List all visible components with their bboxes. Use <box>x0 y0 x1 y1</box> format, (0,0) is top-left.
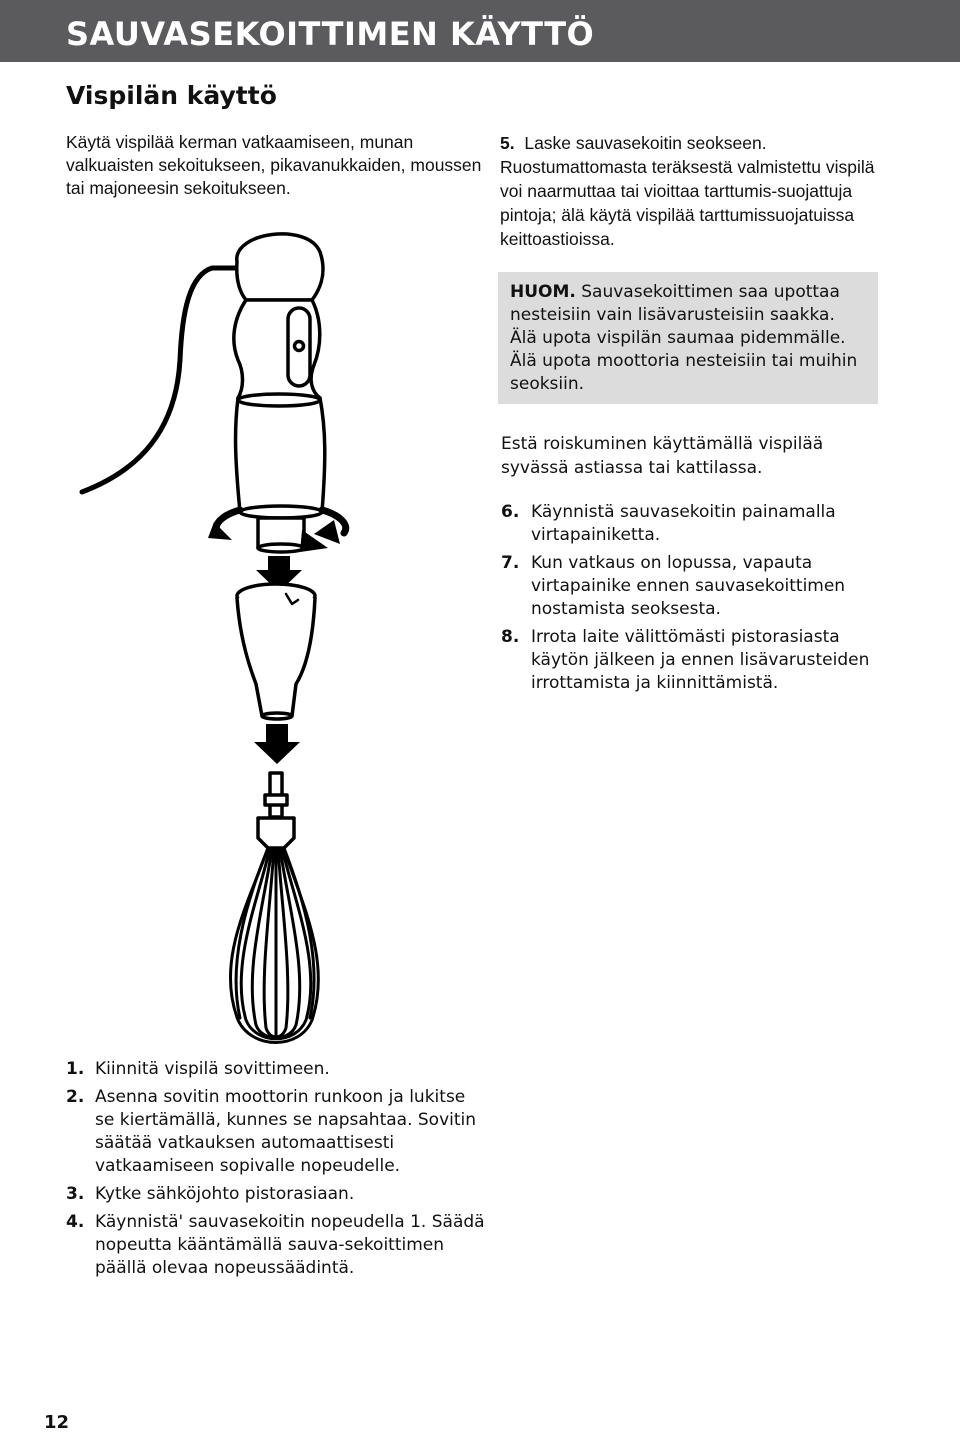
step-text: Kiinnitä vispilä sovittimeen. <box>95 1059 330 1079</box>
step-5-title: Laske sauvasekoitin seokseen. <box>524 133 767 153</box>
hand-blender-whisk-illustration <box>70 225 370 1085</box>
steps-list-right <box>501 501 901 700</box>
step-number: 4. <box>66 1212 85 1232</box>
list-item <box>66 1086 486 1178</box>
page-title: SAUVASEKOITTIMEN KÄYTTÖ <box>66 15 595 53</box>
motor-body <box>236 398 325 512</box>
step-5-body: Ruostumattomasta teräksestä valmistettu vispilä voi naarmuttaa tai vioittaa tarttumis-suojattuja pintoja; älä käytä vispilää tarttumissuojatuissa keittoastioissa. <box>500 157 875 249</box>
list-item <box>66 1211 486 1280</box>
section-title: Vispilän käyttö <box>66 81 277 110</box>
power-cord <box>82 268 237 492</box>
whisk-wires <box>230 848 318 1043</box>
step-number: 8. <box>501 627 520 647</box>
motor-head <box>237 234 323 300</box>
step-number: 3. <box>66 1184 85 1204</box>
tip-paragraph: Estä roiskuminen käyttämällä vispilää syvässä astiassa tai kattilassa. <box>501 434 824 478</box>
step-text: Asenna sovitin moottorin runkoon ja lukitse se kiertämällä, kunnes se napsahtaa. Sovitin säätää vatkauksen automaattisesti vatkaamiseen sopivalle nopeudelle. <box>95 1087 477 1176</box>
step-text: Käynnistä' sauvasekoitin nopeudella 1. Säädä nopeutta kääntämällä sauva-sekoittimen päällä olevaa nopeussäädintä. <box>95 1212 485 1278</box>
step-text: Kytke sähköjohto pistorasiaan. <box>95 1184 355 1204</box>
header-bar <box>0 0 960 62</box>
step-number: 7. <box>501 553 520 573</box>
list-item <box>66 1058 486 1081</box>
intro-paragraph: Käytä vispilää kerman vatkaamiseen, munan valkuaisten sekoitukseen, pikavanukkaiden, moussen tai majoneesin sekoitukseen. <box>66 132 482 198</box>
list-item <box>501 552 901 621</box>
down-arrow-icon <box>254 724 300 764</box>
note-text: Sauvasekoittimen saa upottaa nesteisiin vain lisävarusteisiin saakka. Älä upota vispilän saumaa pidemmälle. Älä upota moottoria nesteisiin tai muihin seoksiin. <box>510 282 858 394</box>
list-item <box>501 501 901 547</box>
step-text: Käynnistä sauvasekoitin painamalla virtapainiketta. <box>531 502 836 545</box>
note-label: HUOM. <box>510 282 576 302</box>
step-5-number: 5. <box>500 133 515 153</box>
step-number: 1. <box>66 1059 85 1079</box>
steps-list-left <box>66 1058 486 1285</box>
step-5 <box>500 131 900 251</box>
list-item <box>501 626 901 695</box>
power-button <box>288 308 310 386</box>
whisk-collar <box>258 818 294 848</box>
step-number: 2. <box>66 1087 85 1107</box>
step-text: Irrota laite välittömästi pistorasiasta käytön jälkeen ja ennen lisävarusteiden irrottamista ja kiinnittämistä. <box>531 627 870 693</box>
page-number: 12 <box>44 1412 70 1433</box>
note-box <box>498 272 878 404</box>
step-number: 6. <box>501 502 520 522</box>
list-item <box>66 1183 486 1206</box>
step-text: Kun vatkaus on lopussa, vapauta virtapainike ennen sauvasekoittimen nostamista seoksesta. <box>531 553 846 619</box>
